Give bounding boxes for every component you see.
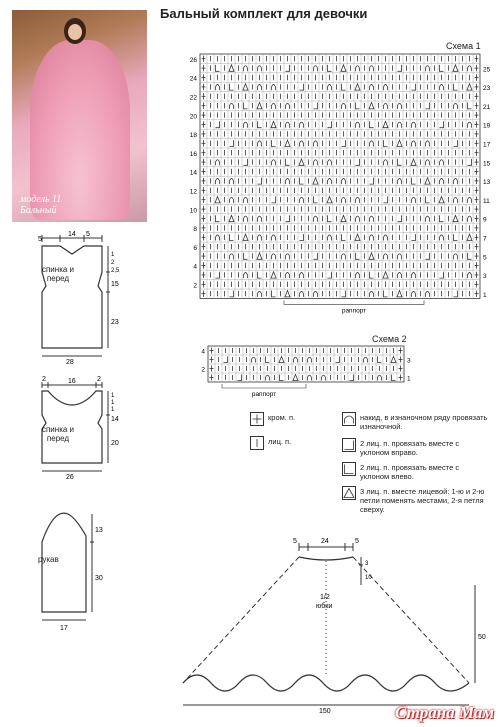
skirt-dim-bottom: 150: [319, 708, 331, 715]
p2-dim-top-mid: 16: [68, 378, 76, 385]
p2-dim-top-left: 2: [42, 376, 46, 383]
row-number-left: 26: [189, 56, 197, 64]
skirt-label-line1: 1/2: [320, 594, 330, 601]
yarn-over-icon: [342, 412, 356, 426]
p2-dim-bottom: 26: [66, 474, 74, 481]
scheme1-chart: [186, 50, 496, 325]
row-number-right: 7: [483, 235, 487, 243]
p1-dim-top-right: 5: [86, 231, 90, 238]
p3-dim-bottom: 17: [60, 625, 68, 632]
k3tog-icon: [342, 486, 356, 500]
legend-text: 3 лиц. п. вместе лицевой: 1-ю и 2-ю петли поменять местами, 2-я петля сверху.: [360, 487, 485, 514]
skirt-dim-top-mid: 24: [321, 538, 329, 545]
photo-caption-line1: модель 11: [20, 194, 62, 205]
row-number-left: 4: [201, 348, 205, 356]
legend-text: кром. п.: [268, 413, 296, 422]
p2-dim-side-upper: 14: [111, 416, 119, 423]
legend-text: накид, в изнаночном ряду провязать изнаночной.: [360, 413, 488, 431]
p2-dim-r3: 1: [111, 407, 115, 413]
pattern-bodice-1: [20, 228, 135, 368]
row-number-left: 4: [193, 263, 197, 271]
skirt-dim-top-left: 5: [293, 538, 297, 545]
scheme2-label: Схема 2: [372, 334, 407, 344]
p1-dim-top-mid: 14: [68, 231, 76, 238]
row-number-right: 25: [483, 66, 491, 74]
row-number-right: 13: [483, 179, 491, 187]
p1-dim-side-upper: 15: [111, 281, 119, 288]
scheme1-grid: [200, 54, 480, 298]
repeat-label: раппорт: [251, 391, 277, 398]
row-number-left: 2: [193, 282, 197, 290]
dress-shape: [30, 40, 130, 220]
k2tog-right-icon: [342, 438, 356, 452]
row-number-left: 24: [189, 75, 197, 83]
row-number-right: 1: [483, 291, 487, 299]
repeat-bracket: [284, 300, 424, 304]
p3-dim-side-upper: 13: [95, 527, 103, 534]
p3-dim-side-lower: 30: [95, 575, 103, 582]
row-number-left: 22: [189, 94, 197, 102]
p1-dim-bottom: 28: [66, 359, 74, 366]
row-number-right: 23: [483, 85, 491, 93]
row-number-left: 10: [189, 207, 197, 215]
model-photo: [12, 10, 147, 222]
page-title: Бальный комплект для девочки: [160, 6, 368, 21]
skirt-dim-height: 50: [478, 634, 486, 641]
row-number-right: 9: [483, 216, 487, 224]
row-number-left: 12: [189, 188, 197, 196]
row-number-left: 6: [193, 244, 197, 252]
scheme2-chart: [198, 342, 420, 402]
row-number-right: 3: [407, 357, 411, 365]
p2-dim-top-right: 2: [97, 376, 101, 383]
row-number-right: 19: [483, 122, 491, 130]
p1-dim-top-left: 5: [38, 236, 42, 243]
p2-dim-r2: 1: [111, 400, 115, 406]
repeat-bracket: [222, 384, 306, 388]
row-number-left: 18: [189, 132, 197, 140]
legend-text: лиц. п.: [268, 437, 292, 446]
scheme1-label: Схема 1: [446, 41, 481, 51]
site-watermark: Страна Мам: [394, 703, 494, 722]
pattern-skirt: [175, 535, 493, 715]
row-number-right: 11: [483, 197, 490, 205]
p1-dim-r1: 1: [111, 252, 115, 258]
row-number-right: 1: [407, 375, 411, 383]
row-number-left: 16: [189, 150, 197, 158]
photo-caption-line2: Бальный: [20, 205, 57, 216]
repeat-label: раппорт: [341, 307, 367, 315]
row-number-right: 21: [483, 103, 491, 111]
knit-stitch-icon: [250, 436, 264, 450]
row-number-left: 2: [201, 366, 205, 374]
legend-text: 2 лиц. п. провязать вместе с уклоном влево.: [360, 463, 460, 481]
face-shape: [68, 24, 82, 40]
row-number-right: 15: [483, 160, 491, 168]
p3-label: рукав: [38, 555, 59, 564]
p2-dim-side-lower: 20: [111, 440, 119, 447]
p1-dim-side-lower: 23: [111, 319, 119, 326]
p1-label: спинка и перед: [41, 265, 75, 283]
row-number-right: 17: [483, 141, 491, 149]
row-number-right: 3: [483, 273, 487, 281]
edge-stitch-icon: [250, 412, 264, 426]
p2-label: спинка и перед: [41, 425, 75, 443]
skirt-dim-top-right: 5: [355, 538, 359, 545]
skirt-dim-right-b: 10: [365, 575, 372, 581]
row-number-left: 20: [189, 113, 197, 121]
row-number-left: 8: [193, 226, 197, 234]
p1-dim-r3: 2,5: [111, 268, 120, 274]
row-number-left: 14: [189, 169, 197, 177]
pattern-sleeve: [20, 500, 135, 635]
row-number-right: 5: [483, 254, 487, 262]
skirt-dim-right-a: 3: [365, 561, 369, 567]
skirt-label-line2: юбки: [316, 603, 333, 610]
photo-caption: [20, 194, 61, 216]
k2tog-left-icon: [342, 462, 356, 476]
scheme2-grid: [208, 346, 404, 382]
p1-dim-r2: 2: [111, 260, 115, 266]
p2-dim-r1: 1: [111, 393, 115, 399]
legend-text: 2 лиц. п. провязать вместе с уклоном вправо.: [360, 439, 460, 457]
